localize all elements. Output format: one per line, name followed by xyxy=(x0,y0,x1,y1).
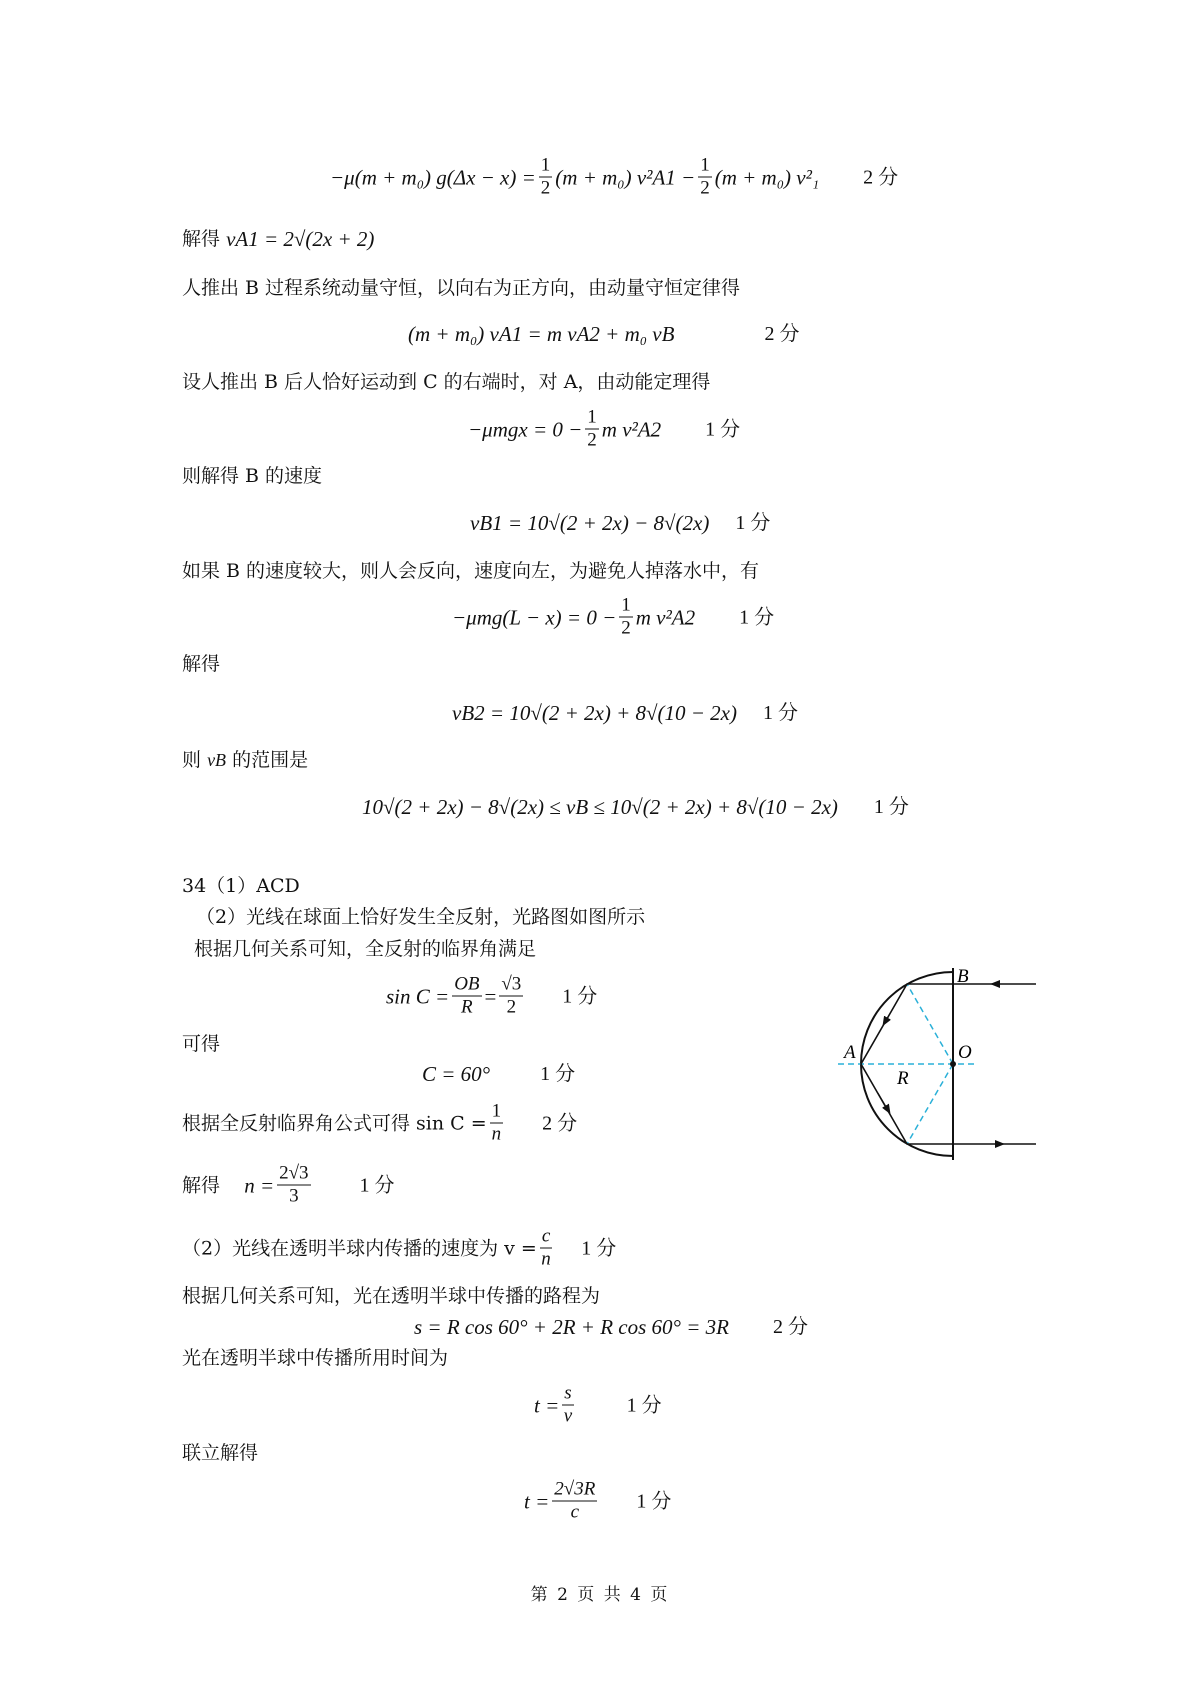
den: 2 xyxy=(700,177,710,199)
den: c xyxy=(570,1501,579,1523)
text: 根据全反射临界角公式可得 sin C = xyxy=(182,1112,487,1134)
text: 则解得 B 的速度 xyxy=(182,465,323,487)
math: vA1 = 2√(2x + 2) xyxy=(226,227,375,251)
math: m v²A2 xyxy=(601,417,662,441)
eq-part: (m + m₀) v²A1 − xyxy=(555,165,696,189)
num: s xyxy=(564,1382,572,1404)
math: C = 60° xyxy=(422,1062,491,1086)
math: vB xyxy=(207,750,227,770)
label-b: B xyxy=(957,966,969,987)
num: 2√3R xyxy=(554,1478,596,1500)
den: v xyxy=(563,1405,573,1427)
normal-dashed xyxy=(907,1064,953,1144)
text: 光在透明半球中传播所用时间为 xyxy=(182,1347,449,1369)
score: 1 分 xyxy=(735,512,771,534)
score: 1 分 xyxy=(739,606,775,628)
text: 可得 xyxy=(182,1033,221,1055)
num: 1 xyxy=(491,1100,502,1122)
label-r: R xyxy=(897,1068,909,1089)
score: 1 分 xyxy=(626,1394,662,1416)
score: 1 分 xyxy=(705,418,741,440)
num: 1 xyxy=(587,406,597,428)
math: m v²A2 xyxy=(635,605,696,629)
math: n = xyxy=(244,1173,275,1197)
score: 1 分 xyxy=(763,702,798,724)
arrow-icon xyxy=(878,1093,888,1110)
den: 3 xyxy=(289,1185,299,1207)
text: （2）光线在透明半球内传播的速度为 v = xyxy=(182,1237,537,1259)
den: 2 xyxy=(621,617,631,639)
math: 10√(2 + 2x) − 8√(2x) ≤ vB ≤ 10√(2 + 2x) + 8√(10 − 2x) xyxy=(362,795,838,819)
den: n xyxy=(491,1123,502,1145)
math: vB1 = 10√(2 + 2x) − 8√(2x) xyxy=(470,511,710,535)
math: (m + m₀) vA1 = m vA2 + m₀ vB xyxy=(408,322,675,346)
eq-part: −μ(m + m₀) g(Δx − x) = xyxy=(330,165,536,189)
math: t = xyxy=(534,1393,560,1417)
score: 2 分 xyxy=(542,1112,578,1134)
text: 解得 xyxy=(182,1174,221,1196)
eq-part: (m + m₀) v²₁ xyxy=(714,165,820,189)
num: 2√3 xyxy=(279,1162,309,1184)
score: 1 分 xyxy=(636,1490,672,1512)
num: OB xyxy=(454,973,480,995)
num: √3 xyxy=(501,973,522,995)
score: 1 分 xyxy=(540,1063,576,1085)
score: 1 分 xyxy=(562,985,598,1007)
math: t = xyxy=(524,1489,550,1513)
text: 设人推出 B 后人恰好运动到 C 的右端时，对 A，由动能定理得 xyxy=(182,371,711,393)
text: 的范围是 xyxy=(232,749,309,771)
text: 根据几何关系可知，全反射的临界角满足 xyxy=(194,938,537,960)
text: 解得 xyxy=(182,653,221,675)
num: 1 xyxy=(621,594,631,616)
text: 根据几何关系可知，光在透明半球中传播的路程为 xyxy=(182,1285,601,1307)
label-o: O xyxy=(958,1042,972,1063)
score: 2 分 xyxy=(764,323,800,345)
text: 人推出 B 过程系统动量守恒，以向右为正方向，由动量守恒定律得 xyxy=(182,277,741,299)
normal-dashed xyxy=(907,984,953,1064)
text: （2）光线在球面上恰好发生全反射，光路图如图所示 xyxy=(196,906,646,928)
math: −μmgx = 0 − xyxy=(468,417,583,441)
math: sin C = xyxy=(386,984,450,1008)
arrow-icon xyxy=(885,1005,895,1022)
text: 解得 xyxy=(182,228,221,250)
num: c xyxy=(541,1225,551,1247)
text: 34（1）ACD xyxy=(182,875,300,897)
den: 2 xyxy=(540,177,551,199)
math: vB2 = 10√(2 + 2x) + 8√(10 − 2x) xyxy=(452,701,737,725)
text: 则 xyxy=(182,749,202,771)
text: 联立解得 xyxy=(182,1442,259,1464)
num: 1 xyxy=(700,154,710,176)
page-footer: 第 2 页 共 4 页 xyxy=(530,1585,670,1605)
text: 如果 B 的速度较大，则人会反向，速度向左，为避免人掉落水中，有 xyxy=(182,560,760,582)
score: 2 分 xyxy=(863,166,899,188)
math: s = R cos 60° + 2R + R cos 60° = 3R xyxy=(414,1315,729,1339)
score: 1 分 xyxy=(873,796,909,818)
math: −μmg(L − x) = 0 − xyxy=(452,605,617,629)
den: 2 xyxy=(587,429,597,451)
score: 1 分 xyxy=(581,1237,617,1259)
label-a: A xyxy=(844,1042,856,1063)
den: 2 xyxy=(506,996,517,1018)
center-point xyxy=(950,1061,956,1067)
den: n xyxy=(541,1248,551,1270)
equation: sin C = $\frac{OB}{R}$ = $\frac{√3}{2}$ 1 分 xyxy=(386,973,598,1018)
score: 1 分 xyxy=(359,1174,395,1196)
score: 2 分 xyxy=(772,1316,808,1338)
den: R xyxy=(461,996,473,1018)
num: 1 xyxy=(540,154,551,176)
